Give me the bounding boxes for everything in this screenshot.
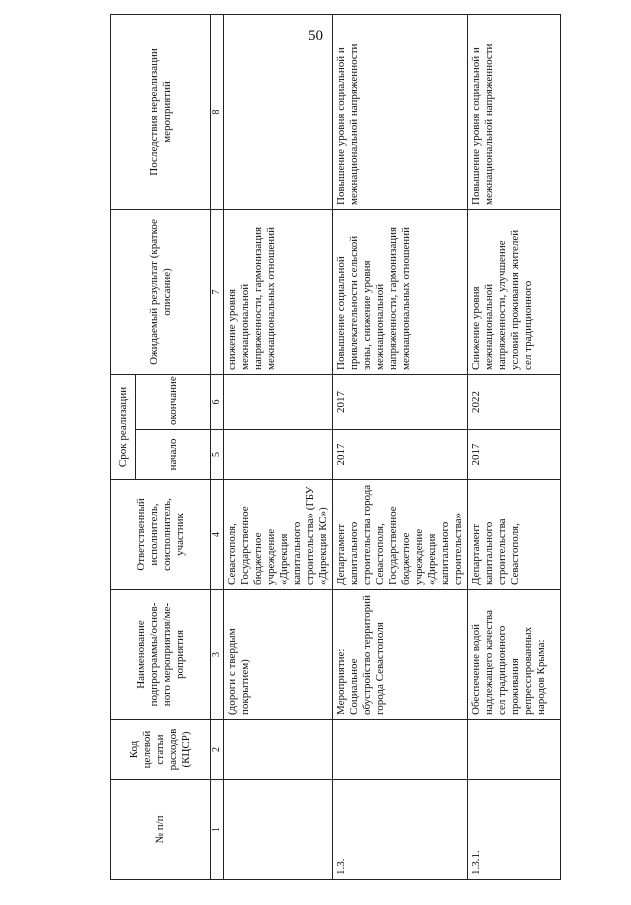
cell-start bbox=[224, 430, 333, 480]
cell-start: 2017 bbox=[333, 430, 468, 480]
header-kcsr: Код целевой статьи расходов (КЦСР) bbox=[111, 720, 211, 780]
cell-end: 2022 bbox=[468, 374, 561, 429]
cell-name: Обеспечение водой надлежащего качества сел традиционного проживания репрессированных народов Крыма: bbox=[468, 590, 561, 720]
header-num: № п/п bbox=[111, 780, 211, 880]
cell-kcsr bbox=[333, 720, 468, 780]
cell-responsible: Департамент капитального строительства Севастополя, bbox=[468, 480, 561, 590]
header-term: Срок реализации bbox=[111, 374, 136, 479]
header-consequences: Последствия нереализации мероприятий bbox=[111, 14, 211, 209]
header-result: Ожидаемый результат (краткое описание) bbox=[111, 209, 211, 374]
col-number: 3 bbox=[211, 590, 224, 720]
table-row bbox=[224, 14, 333, 879]
col-number: 6 bbox=[211, 374, 224, 429]
header-responsible: Ответственный исполнитель, соисполнитель, участник bbox=[111, 480, 211, 590]
header-start: начало bbox=[136, 430, 211, 480]
cell-end: 2017 bbox=[333, 374, 468, 429]
cell-num: 1.3. bbox=[333, 780, 468, 880]
col-number: 7 bbox=[211, 209, 224, 374]
cell-result: Повышение социальной привлекательности сельской зоны, снижение уровня межнациональной напряженности, гармонизация межнациональных отношений bbox=[333, 209, 468, 374]
page-number: 50 bbox=[308, 28, 323, 44]
cell-kcsr bbox=[224, 720, 333, 780]
cell-num bbox=[224, 780, 333, 880]
cell-name: (дороги с твердым покрытием) bbox=[224, 590, 333, 720]
rotated-table-container bbox=[110, 15, 547, 880]
cell-name: Мероприятие: Социальное обустройство территорий города Севастополя bbox=[333, 590, 468, 720]
cell-consequences bbox=[224, 14, 333, 209]
cell-kcsr bbox=[468, 720, 561, 780]
cell-result: Снижение уровня межнациональной напряженности, улучшение условий проживания жителей сел традиционного bbox=[468, 209, 561, 374]
col-number: 5 bbox=[211, 430, 224, 480]
cell-consequences: Повышение уровня социальной и межнациональной напряженности bbox=[468, 14, 561, 209]
cell-responsible: Департамент капитального строительства города Севастополя, Государственное бюджетное учреждение «Дирекция капитального строительства» bbox=[333, 480, 468, 590]
cell-start: 2017 bbox=[468, 430, 561, 480]
cell-num: 1.3.1. bbox=[468, 780, 561, 880]
col-number: 4 bbox=[211, 480, 224, 590]
table-row bbox=[468, 14, 561, 879]
col-number: 2 bbox=[211, 720, 224, 780]
cell-end bbox=[224, 374, 333, 429]
cell-consequences: Повышение уровня социальной и межнациональной напряженности bbox=[333, 14, 468, 209]
program-measures-table bbox=[110, 14, 561, 880]
header-name: Наименование подпрограммы/основ-ного мероприятия/ме-роприятия bbox=[111, 590, 211, 720]
column-numbers-row bbox=[211, 14, 224, 879]
cell-responsible: Севастополя, Государственное бюджетное учреждение «Дирекция капитального строительства» (ГБУ «Дирекция КС») bbox=[224, 480, 333, 590]
cell-result: снижение уровня межнациональной напряженности, гармонизация межнациональных отношений bbox=[224, 209, 333, 374]
table-row bbox=[333, 14, 468, 879]
col-number: 8 bbox=[211, 14, 224, 209]
header-row bbox=[111, 14, 136, 879]
header-end: окончание bbox=[136, 374, 211, 429]
col-number: 1 bbox=[211, 780, 224, 880]
